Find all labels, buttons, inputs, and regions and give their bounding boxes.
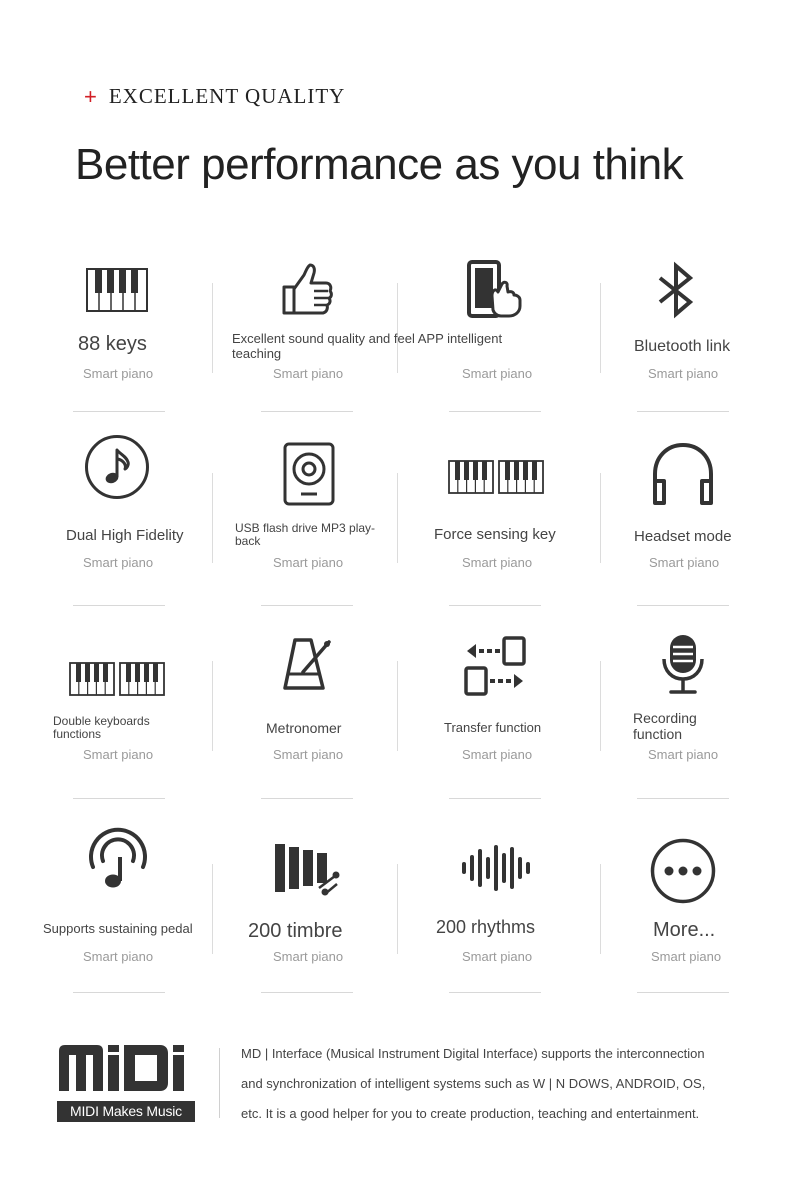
feature-title: Force sensing key [434,526,556,543]
row-divider [449,798,541,799]
row-divider [261,798,353,799]
row-divider [261,411,353,412]
metronome-icon [281,636,335,692]
feature-subtitle: Smart piano [273,555,344,570]
column-divider [600,473,601,563]
column-divider [600,283,601,373]
feature-subtitle: Smart piano [83,747,154,762]
sound-wave-icon [460,843,530,893]
row-divider [637,411,729,412]
page-title: Better performance as you think [75,140,684,189]
feature-subtitle: Smart piano [462,747,533,762]
feature-title: Supports sustaining pedal [43,921,193,936]
feature-title: Bluetooth link [634,338,731,355]
music-note-icon [84,434,150,500]
transfer-icon [464,636,526,696]
pedal-sound-icon [87,827,149,891]
thumbs-up-icon [280,263,334,317]
feature-title: 88 keys [78,333,147,355]
midi-logo [57,1043,195,1093]
row-divider [637,605,729,606]
feature-title: Recording function [633,710,697,742]
row-divider [449,605,541,606]
row-divider [449,992,541,993]
midi-description-line: etc. It is a good helper for you to create production, teaching and entertainment. [241,1106,700,1121]
keyboard-icon [448,460,544,494]
feature-subtitle: Smart piano [83,366,154,381]
feature-subtitle: Smart piano [273,366,344,381]
kicker-text: EXCELLENT QUALITY [108,84,346,108]
column-divider [600,864,601,954]
feature-title: Dual High Fidelity [66,527,184,544]
feature-subtitle: Smart piano [83,555,154,570]
feature-subtitle: Smart piano [462,366,533,381]
feature-title: Transfer function [444,720,542,735]
row-divider [73,798,165,799]
row-divider [637,992,729,993]
row-divider [261,992,353,993]
feature-title: Double keyboards functions [53,714,150,741]
microphone-icon [660,633,706,695]
feature-subtitle: Smart piano [273,747,344,762]
xylophone-icon [273,842,341,896]
phone-touch-icon [466,260,526,320]
midi-badge: MIDI Makes Music [57,1101,195,1122]
feature-title: Headset mode [634,528,732,545]
row-divider [73,411,165,412]
feature-title: Metronomer [266,720,342,736]
feature-title: USB flash drive MP3 play-back [235,521,376,548]
feature-title: 200 rhythms [436,917,536,937]
more-icon [650,838,716,904]
column-divider [212,864,213,954]
column-divider [600,661,601,751]
plus-icon: + [84,83,97,109]
row-divider [449,411,541,412]
row-divider [73,605,165,606]
feature-title: More... [653,919,716,941]
midi-description-line: and synchronization of intelligent systems such as W | N DOWS, ANDROID, OS, [241,1076,706,1091]
speaker-icon [283,442,335,506]
double-keyboard-icon [69,662,165,696]
midi-description-line: MD | Interface (Musical Instrument Digital Interface) supports the interconnection [241,1046,705,1061]
feature-subtitle: Smart piano [651,949,722,964]
row-divider [637,798,729,799]
feature-title: Excellent sound quality and feel APP intelligent teaching [232,331,503,361]
feature-subtitle: Smart piano [83,949,154,964]
midi-description [241,1039,741,1129]
midi-divider [219,1048,220,1118]
headphones-icon [650,441,716,505]
feature-subtitle: Smart piano [462,949,533,964]
column-divider [212,473,213,563]
feature-subtitle: Smart piano [648,747,719,762]
column-divider [212,283,213,373]
row-divider [261,605,353,606]
feature-title: 200 timbre [248,920,343,942]
column-divider [397,661,398,751]
feature-subtitle: Smart piano [649,555,720,570]
column-divider [397,864,398,954]
row-divider [73,992,165,993]
column-divider [212,661,213,751]
column-divider [397,473,398,563]
piano-keys-icon [86,268,148,312]
bluetooth-icon [656,260,696,320]
feature-subtitle: Smart piano [273,949,344,964]
feature-subtitle: Smart piano [648,366,719,381]
feature-subtitle: Smart piano [462,555,533,570]
